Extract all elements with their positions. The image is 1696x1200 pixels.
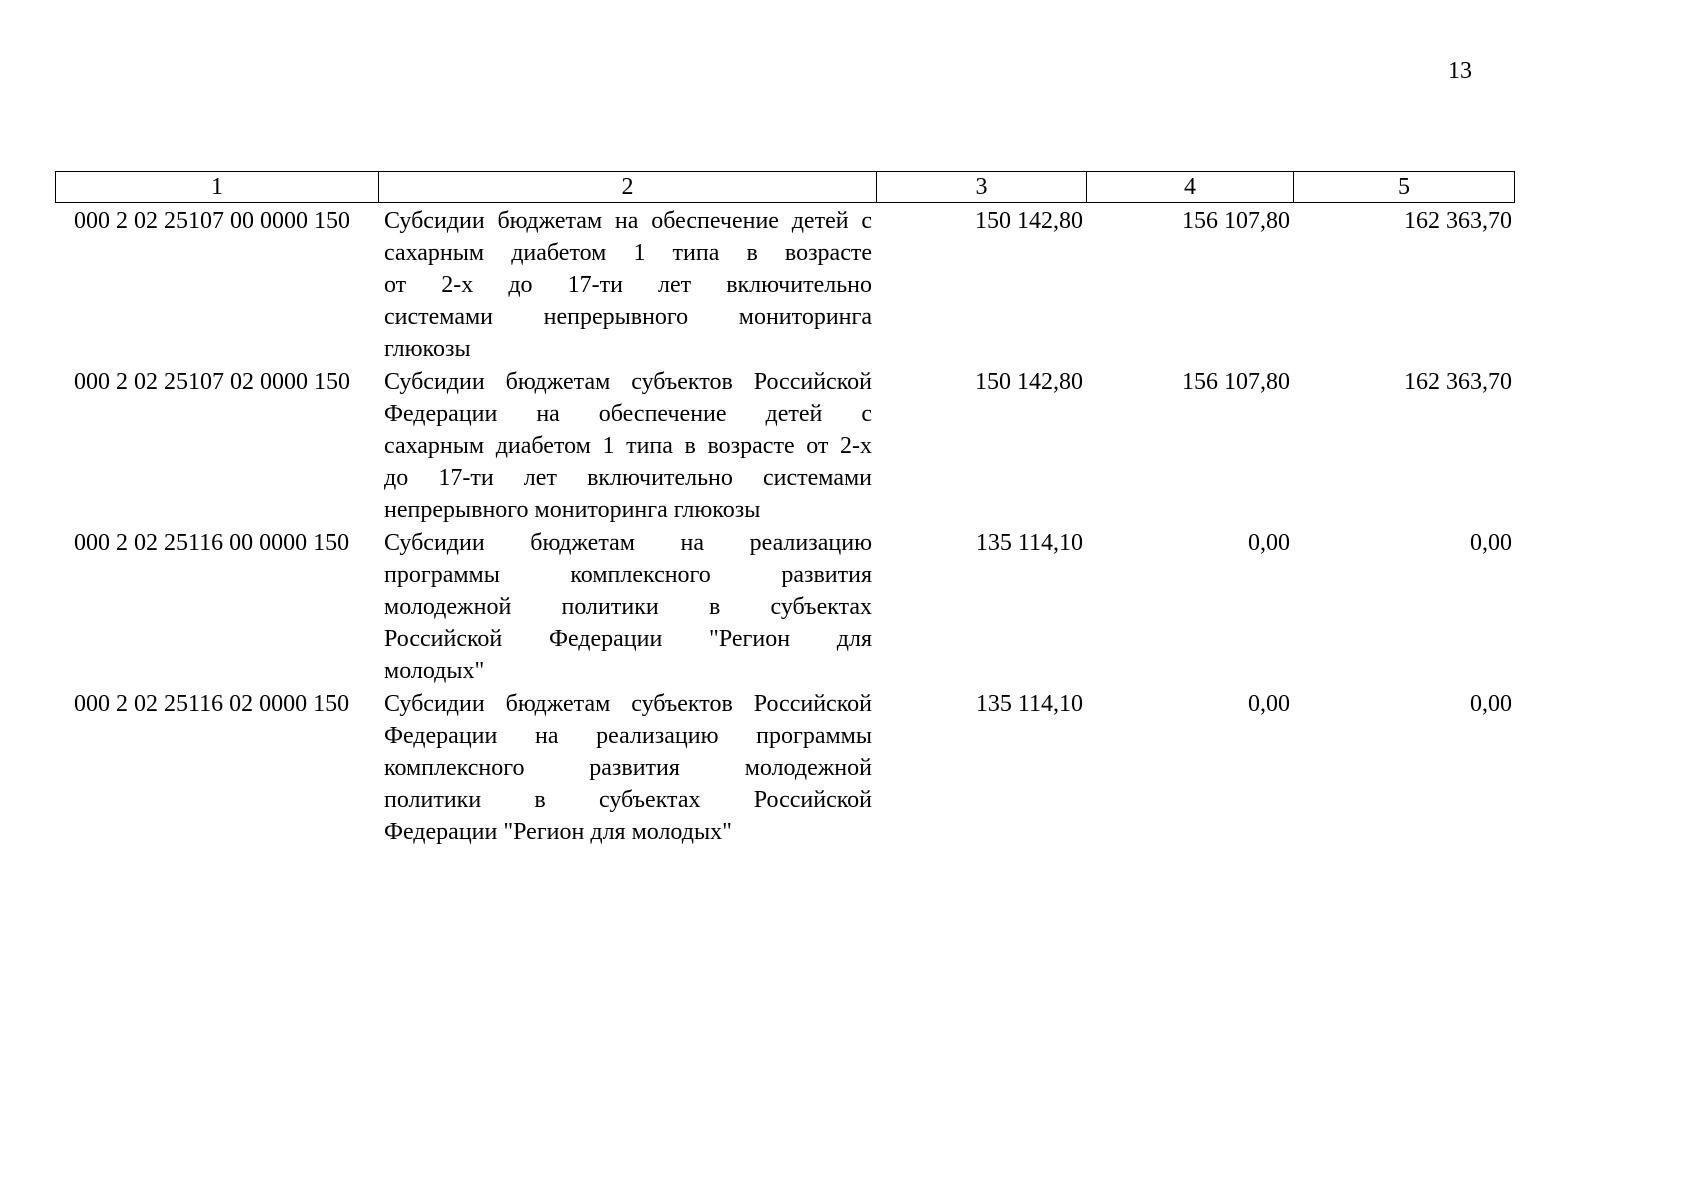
description	[384, 366, 872, 526]
description-line: сахарным диабетом 1 типа в возрасте	[384, 240, 872, 266]
description-line: Субсидии бюджетам субъектов Российской	[384, 691, 872, 717]
amount-col-4: 0,00	[1248, 530, 1290, 556]
description-line: Субсидии бюджетам субъектов Российской	[384, 369, 872, 395]
amount-col-3: 135 114,10	[975, 530, 1083, 556]
description-line: системами непрерывного мониторинга	[384, 304, 872, 330]
budget-code: 000 2 02 25107 02 0000 150	[74, 369, 350, 395]
description-line: политики в субъектах Российской	[384, 787, 872, 813]
page-number: 13	[1448, 58, 1472, 84]
amount-col-5: 0,00	[1470, 691, 1512, 717]
description-line: непрерывного мониторинга глюкозы	[384, 497, 761, 523]
amount-col-4: 156 107,80	[1182, 208, 1290, 234]
description-line: Федерации на реализацию программы	[384, 723, 872, 749]
description-line: от 2-х до 17-ти лет включительно	[384, 272, 872, 298]
amount-col-4: 0,00	[1248, 691, 1290, 717]
description-line: Субсидии бюджетам на обеспечение детей с	[384, 208, 872, 234]
amount-col-5: 162 363,70	[1404, 369, 1512, 395]
description-line: Субсидии бюджетам на реализацию	[384, 530, 872, 556]
header-col-5: 5	[1293, 171, 1515, 203]
amount-col-4: 156 107,80	[1182, 369, 1290, 395]
budget-code: 000 2 02 25107 00 0000 150	[74, 208, 350, 234]
amount-col-5: 162 363,70	[1404, 208, 1512, 234]
description-line: комплексного развития молодежной	[384, 755, 872, 781]
header-col-3: 3	[876, 171, 1087, 203]
description-line: молодых"	[384, 658, 485, 684]
header-col-2: 2	[378, 171, 877, 203]
amount-col-3: 150 142,80	[975, 208, 1083, 234]
header-col-4: 4	[1086, 171, 1294, 203]
amount-col-3: 150 142,80	[975, 369, 1083, 395]
description-line: до 17-ти лет включительно системами	[384, 465, 872, 491]
description-line: молодежной политики в субъектах	[384, 594, 872, 620]
header-col-1: 1	[55, 171, 379, 203]
description-line: сахарным диабетом 1 типа в возрасте от 2-х	[384, 433, 872, 459]
description	[384, 688, 872, 848]
description	[384, 205, 872, 365]
budget-code: 000 2 02 25116 00 0000 150	[74, 530, 350, 556]
description-line: Федерации на обеспечение детей с	[384, 401, 872, 427]
description-line: программы комплексного развития	[384, 562, 872, 588]
amount-col-3: 135 114,10	[975, 691, 1083, 717]
amount-col-5: 0,00	[1470, 530, 1512, 556]
description-line: Федерации "Регион для молодых"	[384, 819, 732, 845]
description-line: глюкозы	[384, 336, 471, 362]
budget-code: 000 2 02 25116 02 0000 150	[74, 691, 350, 717]
description-line: Российской Федерации "Регион для	[384, 626, 872, 652]
description	[384, 527, 872, 687]
